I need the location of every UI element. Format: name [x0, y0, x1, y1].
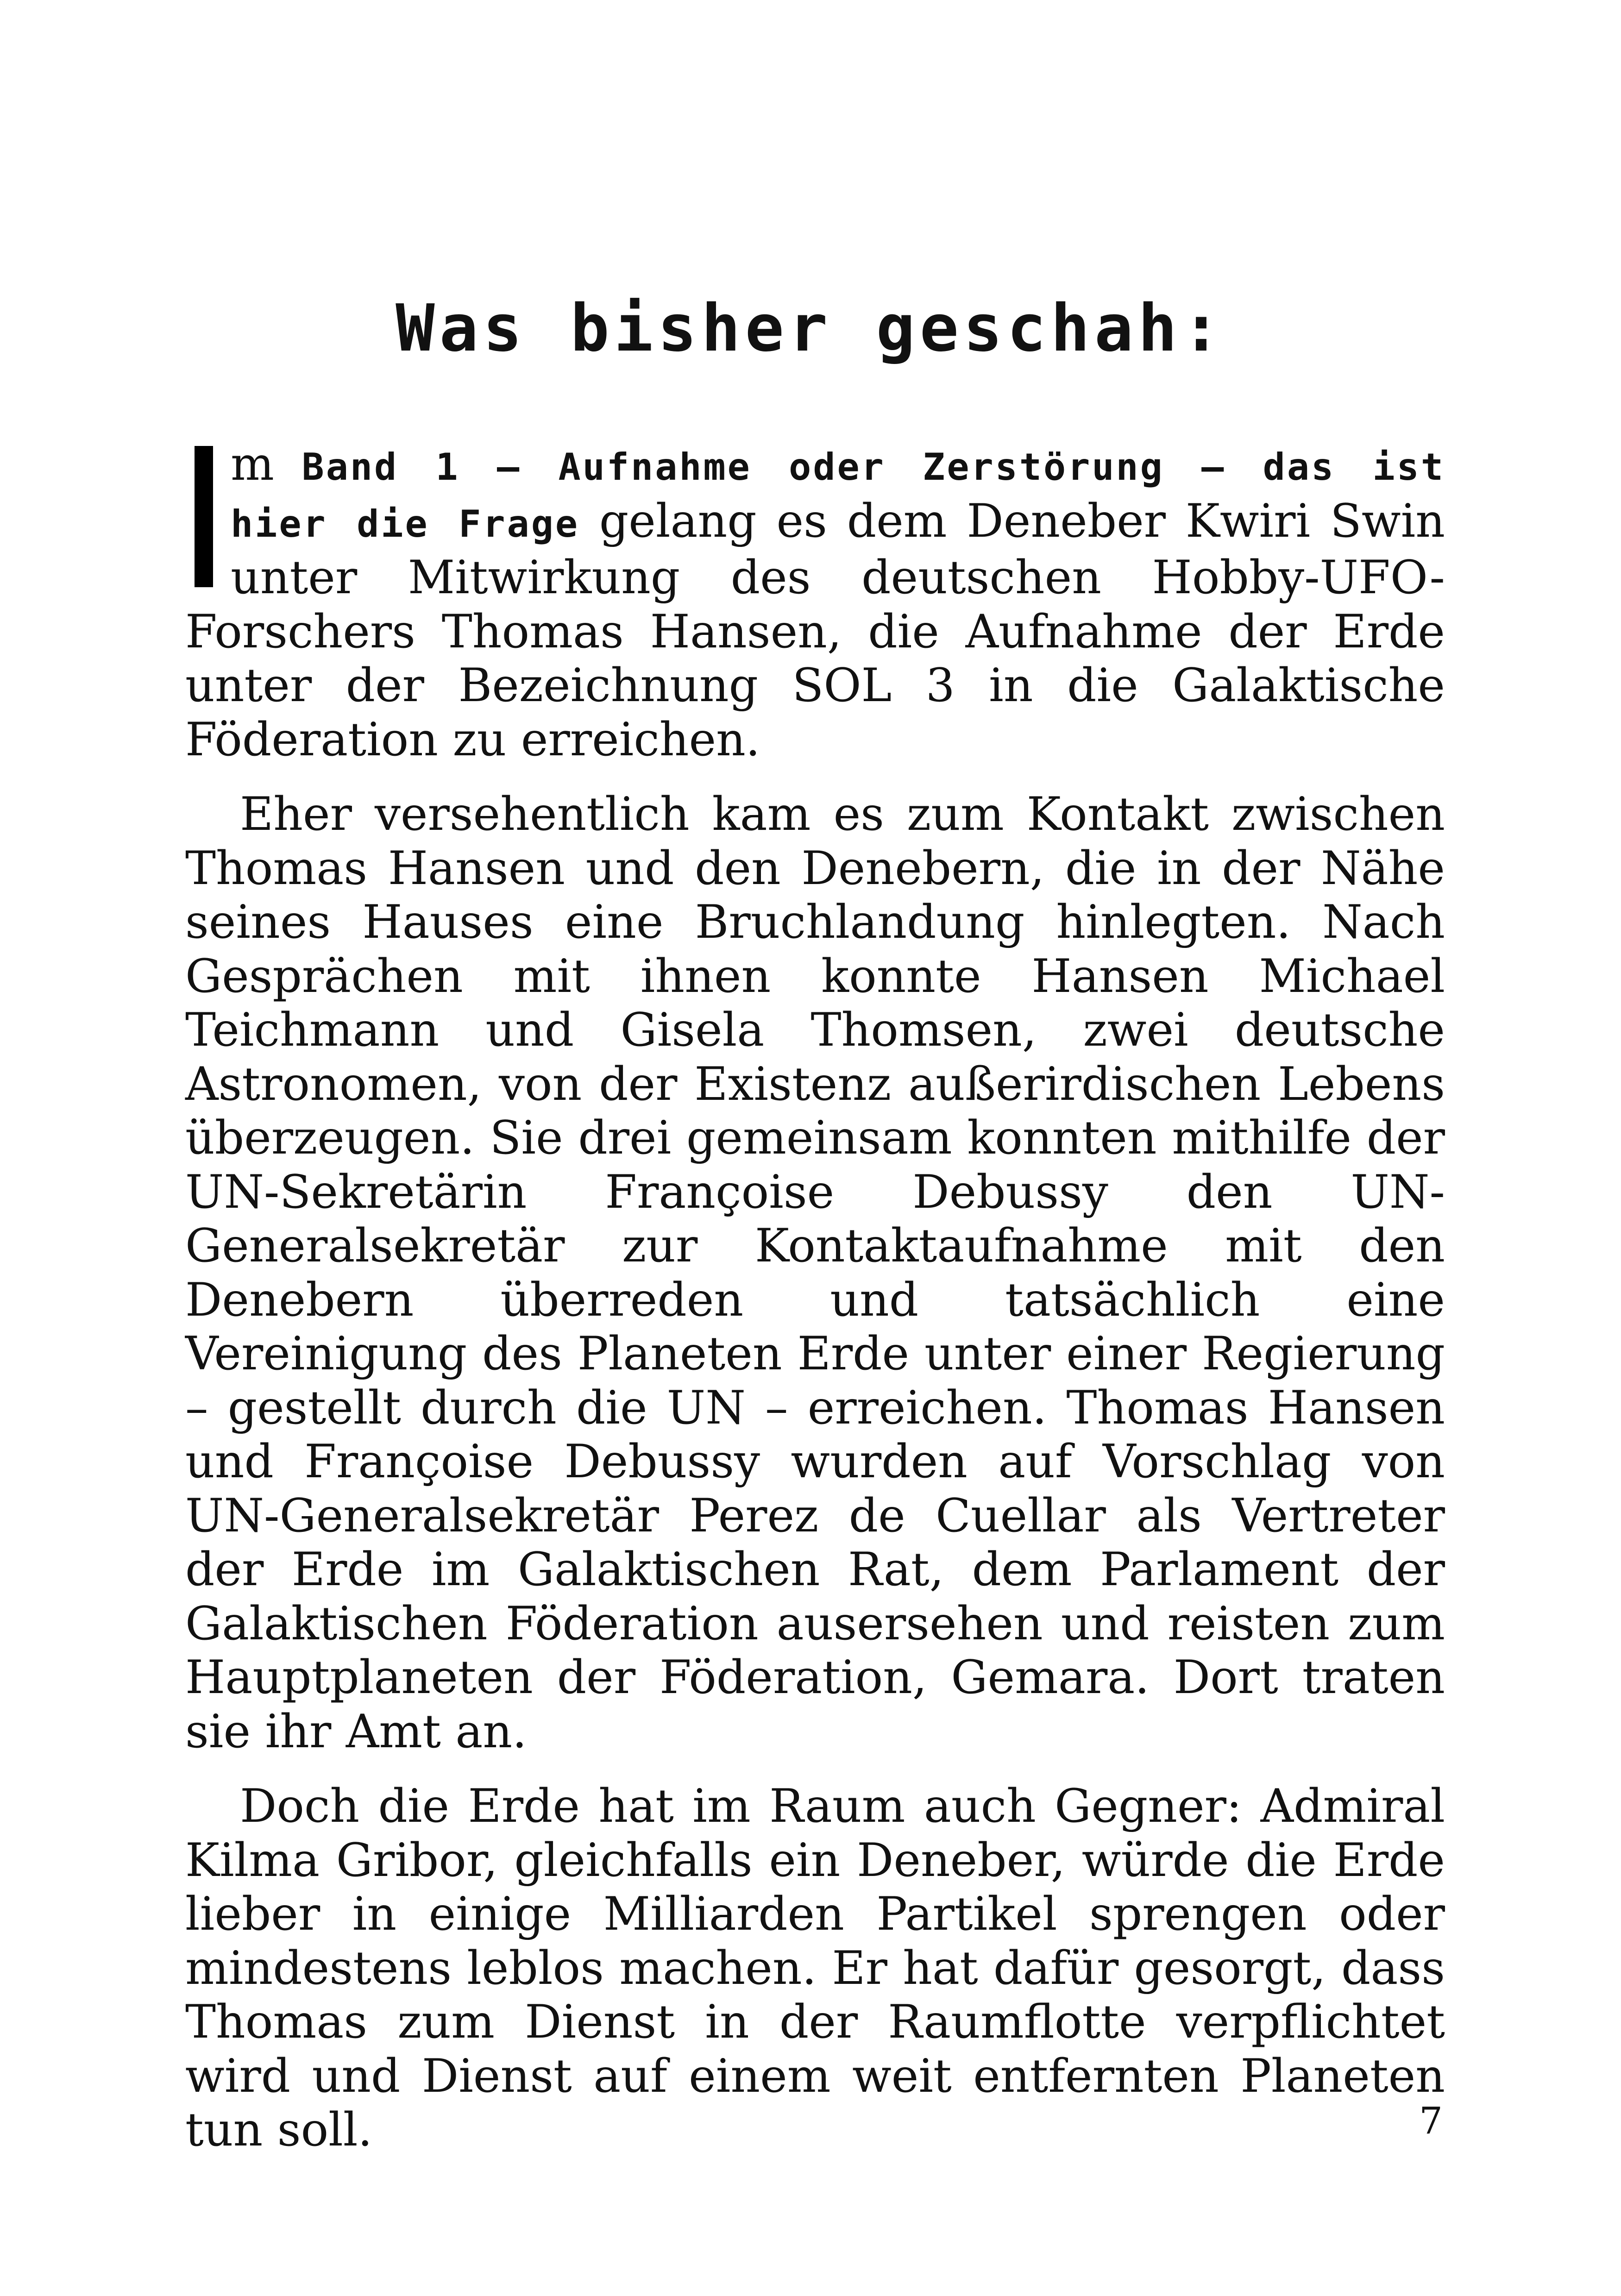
paragraph-3: Doch die Erde hat im Raum auch Gegner: Admiral Kilma Gribor, gleichfalls ein Deneber, würde die Erde lieber in einige Milliarden Partikel sprengen oder mindestens leblos machen. Er hat dafür gesorgt, dass Thomas zum Dienst in der Raumflotte verpflichtet wird und Dienst auf einem weit entfernten Planeten tun soll. [185, 1780, 1445, 2157]
paragraph-1 [185, 438, 1445, 767]
paragraph-1-lead: m [231, 438, 302, 491]
paragraph-2: Eher versehentlich kam es zum Kontakt zwischen Thomas Hansen und den Denebern, die in der Nähe seines Hauses eine Bruchlandung hinlegten. Nach Gesprächen mit ihnen konnte Hansen Michael Teichmann und Gisela Thomsen, zwei deutsche Astronomen, von der Existenz außerirdischen Lebens überzeugen. Sie drei gemeinsam konnten mithilfe der UN-Sekretärin Françoise Debussy den UN-Generalsekretär zur Kontaktaufnahme mit den Denebern überreden und tatsächlich eine Vereinigung des Planeten Erde unter einer Regierung – gestellt durch die UN – erreichen. Thomas Hansen und Françoise Debussy wurden auf Vorschlag von UN-Generalsekretär Perez de Cuellar als Vertreter der Erde im Galaktischen Rat, dem Parlament der Galaktischen Föderation ausersehen und reisten zum Hauptplaneten der Föderation, Gemara. Dort traten sie ihr Amt an. [185, 788, 1445, 1758]
band-title: Band 1 – Aufnahme oder Zerstörung – das ist hier die Frage [231, 445, 1445, 546]
body-text [185, 438, 1445, 2178]
section-heading: Was bisher geschah: [396, 291, 1225, 366]
paragraph-1-rest: gelang es dem Deneber Kwiri Swin unter Mitwirkung des deutschen Hobby-UFO-Forschers Thomas Hansen, die Aufnahme der Erde unter der Bezeichnung SOL 3 in die Galaktische Föderation zu erreichen. [185, 494, 1445, 766]
drop-cap-bar [195, 446, 213, 587]
page-number: 7 [1419, 2099, 1443, 2142]
